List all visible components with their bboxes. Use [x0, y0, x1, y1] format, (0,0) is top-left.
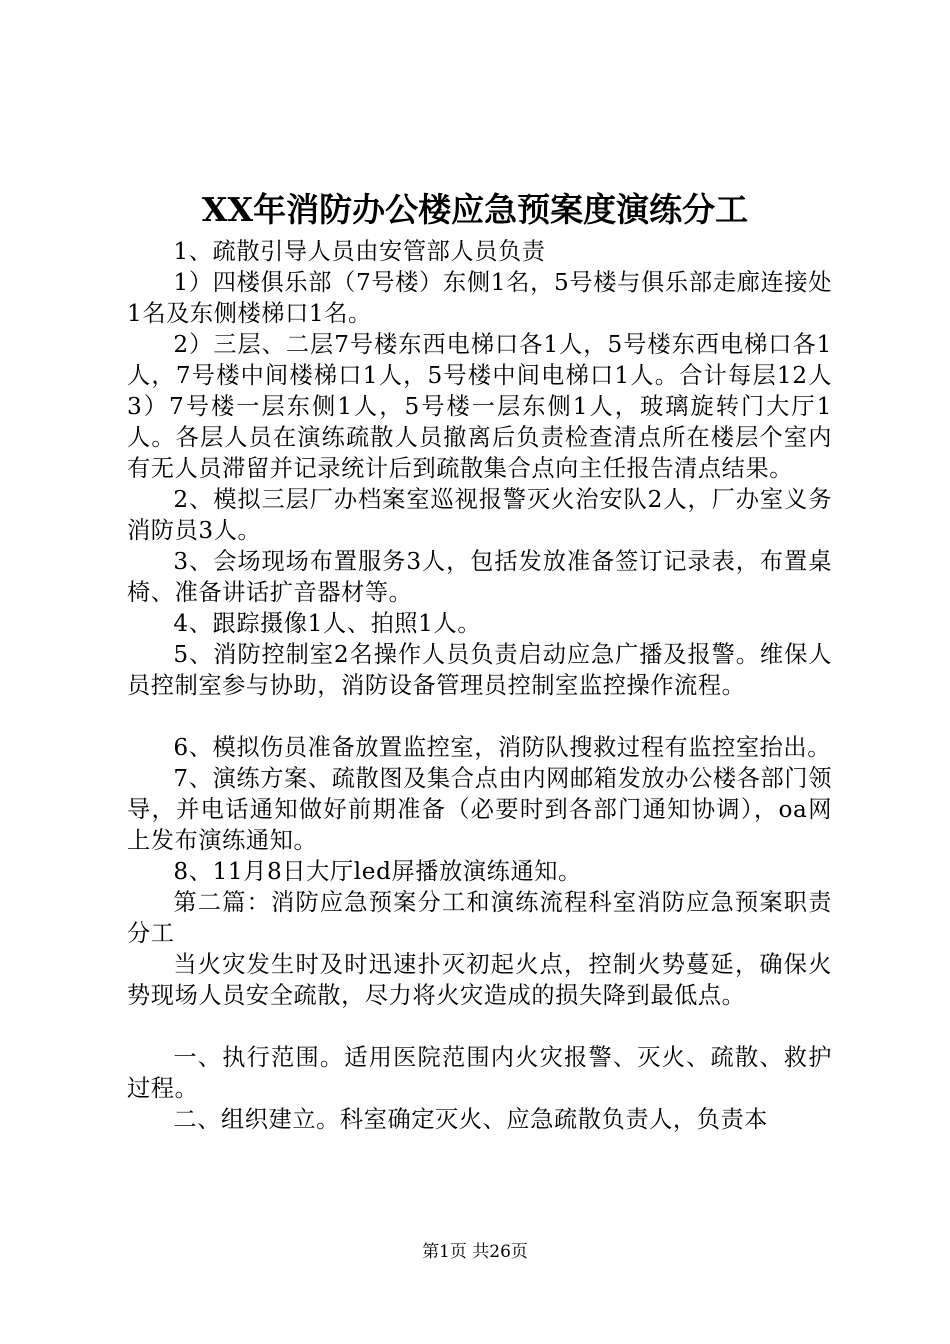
paragraph: 2、模拟三层厂办档案室巡视报警灭火治安队2人，厂办室义务消防员3人。	[127, 486, 832, 544]
paragraph: 3、会场现场布置服务3人，包括发放准备签订记录表，布置桌椅、准备讲话扩音器材等。	[127, 548, 832, 606]
paragraph: 4、跟踪摄像1人、拍照1人。	[173, 610, 482, 637]
paragraph: 2）三层、二层7号楼东西电梯口各1人，5号楼东西电梯口各1人，7号楼中间楼梯口1人，5号楼中间电梯口1人。合计每层12人3）7号楼一层东侧1人，5号楼一层东侧1人，玻璃旋转门大厅1人。各层人员在演练疏散人员撤离后负责检查清点所在楼层个室内有无人员滞留并记录统计后到疏散集合点向主任报告清点结果。	[127, 331, 832, 482]
paragraph: 当火灾发生时及时迅速扑灭初起火点，控制火势蔓延，确保火势现场人员安全疏散，尽力将火灾造成的损失降到最低点。	[127, 951, 832, 1009]
page-indicator: 第1页 共26页	[422, 1242, 528, 1262]
paragraph: 7、演练方案、疏散图及集合点由内网邮箱发放办公楼各部门领导，并电话通知做好前期准备（必要时到各部门通知协调），oa网上发布演练通知。	[127, 765, 832, 854]
paragraph: 二、组织建立。科室确定灭火、应急疏散负责人，负责本	[173, 1106, 769, 1133]
paragraph: 8、11月8日大厅led屏播放演练通知。	[173, 858, 582, 885]
paragraph: 1、疏散引导人员由安管部人员负责	[173, 238, 546, 265]
document-title: XX年消防办公楼应急预案度演练分工	[201, 190, 749, 229]
paragraph: 1）四楼俱乐部（7号楼）东侧1名，5号楼与俱乐部走廊连接处1名及东侧楼梯口1名。	[127, 269, 832, 327]
document-body	[127, 236, 832, 1135]
paragraph: 5、消防控制室2名操作人员负责启动应急广播及报警。维保人员控制室参与协助，消防设备管理员控制室监控操作流程。	[127, 641, 832, 699]
paragraph: 一、执行范围。适用医院范围内火灾报警、灭火、疏散、救护过程。	[127, 1044, 832, 1102]
section-heading: 第二篇：消防应急预案分工和演练流程科室消防应急预案职责分工	[127, 889, 832, 947]
paragraph: 6、模拟伤员准备放置监控室，消防队搜救过程有监控室抬出。	[173, 734, 832, 761]
